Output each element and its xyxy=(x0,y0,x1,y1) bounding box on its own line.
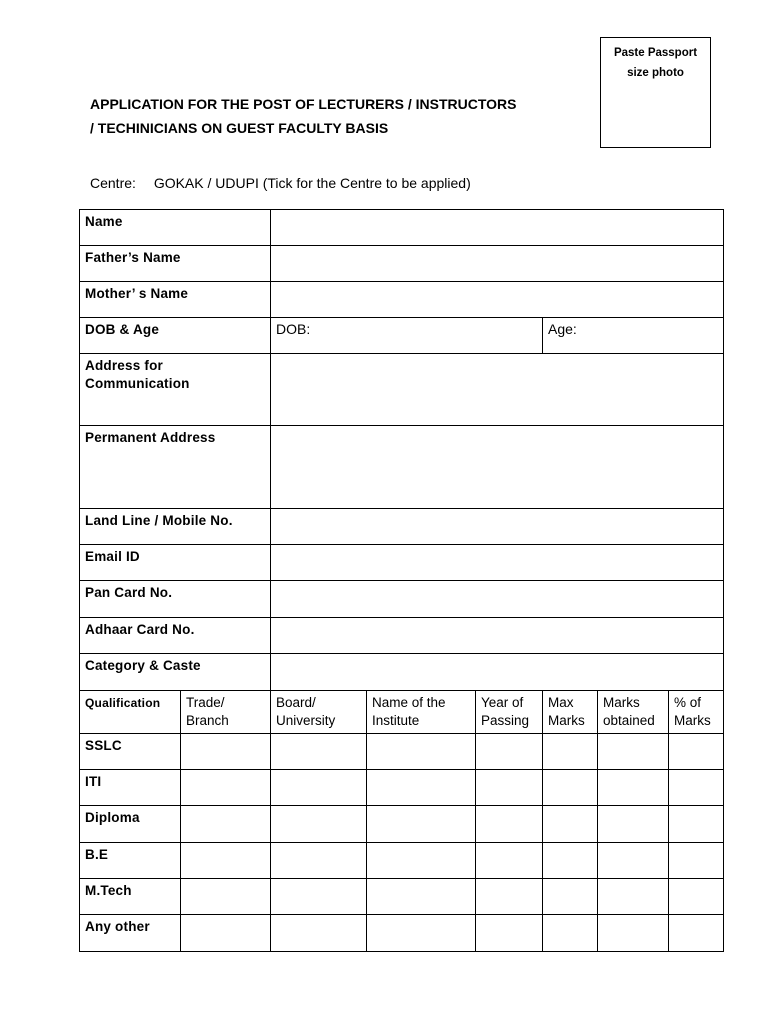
header-percent-line1: % of xyxy=(674,695,702,710)
max-marks-cell[interactable] xyxy=(543,734,598,770)
label-dob-age: DOB & Age xyxy=(80,318,271,354)
qualification-row xyxy=(80,843,724,879)
dob-field[interactable]: DOB: xyxy=(271,318,543,354)
header-marks-line1: Marks xyxy=(603,695,640,710)
header-board-line1: Board/ xyxy=(276,695,316,710)
header-trade-line2: Branch xyxy=(186,713,229,728)
phone-field[interactable] xyxy=(271,509,724,545)
institute-cell[interactable] xyxy=(367,770,476,806)
qualification-label: SSLC xyxy=(80,734,181,770)
qualification-header-row xyxy=(80,691,724,734)
permanent-address-field[interactable] xyxy=(271,426,724,509)
father-name-field[interactable] xyxy=(271,246,724,282)
label-address xyxy=(80,354,271,426)
header-year-line1: Year of xyxy=(481,695,524,710)
pan-field[interactable] xyxy=(271,581,724,618)
max-marks-cell[interactable] xyxy=(543,806,598,843)
year-cell[interactable] xyxy=(476,734,543,770)
percent-cell[interactable] xyxy=(669,915,724,952)
header-year xyxy=(476,691,543,734)
centre-label: Centre: xyxy=(90,175,136,191)
year-cell[interactable] xyxy=(476,879,543,915)
label-mother-name: Mother’ s Name xyxy=(80,282,271,318)
marks-obtained-cell[interactable] xyxy=(598,806,669,843)
header-board-line2: University xyxy=(276,713,336,728)
board-cell[interactable] xyxy=(271,806,367,843)
header-max-line1: Max xyxy=(548,695,574,710)
header-year-line2: Passing xyxy=(481,713,530,728)
photo-box-line1: Paste Passport xyxy=(613,47,698,59)
percent-cell[interactable] xyxy=(669,843,724,879)
percent-cell[interactable] xyxy=(669,734,724,770)
percent-cell[interactable] xyxy=(669,879,724,915)
label-adhaar: Adhaar Card No. xyxy=(80,618,271,654)
max-marks-cell[interactable] xyxy=(543,879,598,915)
marks-obtained-cell[interactable] xyxy=(598,734,669,770)
name-field[interactable] xyxy=(271,210,724,246)
trade-cell[interactable] xyxy=(181,843,271,879)
year-cell[interactable] xyxy=(476,843,543,879)
row-address xyxy=(80,354,724,426)
institute-cell[interactable] xyxy=(367,806,476,843)
marks-obtained-cell[interactable] xyxy=(598,843,669,879)
qualification-label: B.E xyxy=(80,843,181,879)
label-father-name: Father’s Name xyxy=(80,246,271,282)
header-trade-line1: Trade/ xyxy=(186,695,225,710)
qualification-label: Diploma xyxy=(80,806,181,843)
label-phone: Land Line / Mobile No. xyxy=(80,509,271,545)
email-field[interactable] xyxy=(271,545,724,581)
row-permanent-address xyxy=(80,426,724,509)
qualification-row xyxy=(80,806,724,843)
qualification-row xyxy=(80,734,724,770)
application-form-table xyxy=(79,209,724,952)
header-marks-obtained xyxy=(598,691,669,734)
label-email: Email ID xyxy=(80,545,271,581)
row-mother xyxy=(80,282,724,318)
label-address-line2: Communication xyxy=(85,376,190,391)
header-institute-line1: Name of the xyxy=(372,695,446,710)
header-percent-line2: Marks xyxy=(674,713,711,728)
header-trade xyxy=(181,691,271,734)
row-category xyxy=(80,654,724,691)
qualification-row xyxy=(80,879,724,915)
marks-obtained-cell[interactable] xyxy=(598,915,669,952)
marks-obtained-cell[interactable] xyxy=(598,879,669,915)
label-permanent-address: Permanent Address xyxy=(80,426,271,509)
header-board xyxy=(271,691,367,734)
board-cell[interactable] xyxy=(271,843,367,879)
institute-cell[interactable] xyxy=(367,915,476,952)
year-cell[interactable] xyxy=(476,806,543,843)
trade-cell[interactable] xyxy=(181,806,271,843)
trade-cell[interactable] xyxy=(181,770,271,806)
header-max-line2: Marks xyxy=(548,713,585,728)
max-marks-cell[interactable] xyxy=(543,843,598,879)
board-cell[interactable] xyxy=(271,734,367,770)
header-marks-line2: obtained xyxy=(603,713,655,728)
passport-photo-box xyxy=(600,37,711,148)
photo-box-line2: size photo xyxy=(627,67,684,79)
centre-value: GOKAK / UDUPI (Tick for the Centre to be applied) xyxy=(153,175,471,191)
trade-cell[interactable] xyxy=(181,734,271,770)
label-category: Category & Caste xyxy=(80,654,271,691)
label-name: Name xyxy=(80,210,271,246)
percent-cell[interactable] xyxy=(669,770,724,806)
row-phone xyxy=(80,509,724,545)
institute-cell[interactable] xyxy=(367,843,476,879)
row-father xyxy=(80,246,724,282)
year-cell[interactable] xyxy=(476,915,543,952)
institute-cell[interactable] xyxy=(367,879,476,915)
qualification-row xyxy=(80,915,724,952)
row-name xyxy=(80,210,724,246)
qualification-label: M.Tech xyxy=(80,879,181,915)
qualification-label: ITI xyxy=(80,770,181,806)
institute-cell[interactable] xyxy=(367,734,476,770)
header-institute-line2: Institute xyxy=(372,713,420,728)
label-address-line1: Address for xyxy=(85,358,163,373)
address-field[interactable] xyxy=(271,354,724,426)
label-pan: Pan Card No. xyxy=(80,581,271,618)
year-cell[interactable] xyxy=(476,770,543,806)
category-field[interactable] xyxy=(271,654,724,691)
header-max-marks xyxy=(543,691,598,734)
qualification-label: Any other xyxy=(80,915,181,952)
board-cell[interactable] xyxy=(271,915,367,952)
row-email xyxy=(80,545,724,581)
age-field[interactable]: Age: xyxy=(543,318,724,354)
row-adhaar xyxy=(80,618,724,654)
qualification-row xyxy=(80,770,724,806)
percent-cell[interactable] xyxy=(669,806,724,843)
header-institute xyxy=(367,691,476,734)
header-qualification: Qualification xyxy=(80,691,181,734)
header-percent xyxy=(669,691,724,734)
title-line1: APPLICATION FOR THE POST OF LECTURERS / INSTRUCTORS xyxy=(90,96,517,112)
row-pan xyxy=(80,581,724,618)
mother-name-field[interactable] xyxy=(271,282,724,318)
title-line2: / TECHINICIANS ON GUEST FACULTY BASIS xyxy=(90,120,389,136)
max-marks-cell[interactable] xyxy=(543,770,598,806)
max-marks-cell[interactable] xyxy=(543,915,598,952)
board-cell[interactable] xyxy=(271,770,367,806)
trade-cell[interactable] xyxy=(181,915,271,952)
board-cell[interactable] xyxy=(271,879,367,915)
page-title xyxy=(90,92,570,140)
centre-line xyxy=(90,175,471,191)
adhaar-field[interactable] xyxy=(271,618,724,654)
trade-cell[interactable] xyxy=(181,879,271,915)
marks-obtained-cell[interactable] xyxy=(598,770,669,806)
row-dob-age xyxy=(80,318,724,354)
